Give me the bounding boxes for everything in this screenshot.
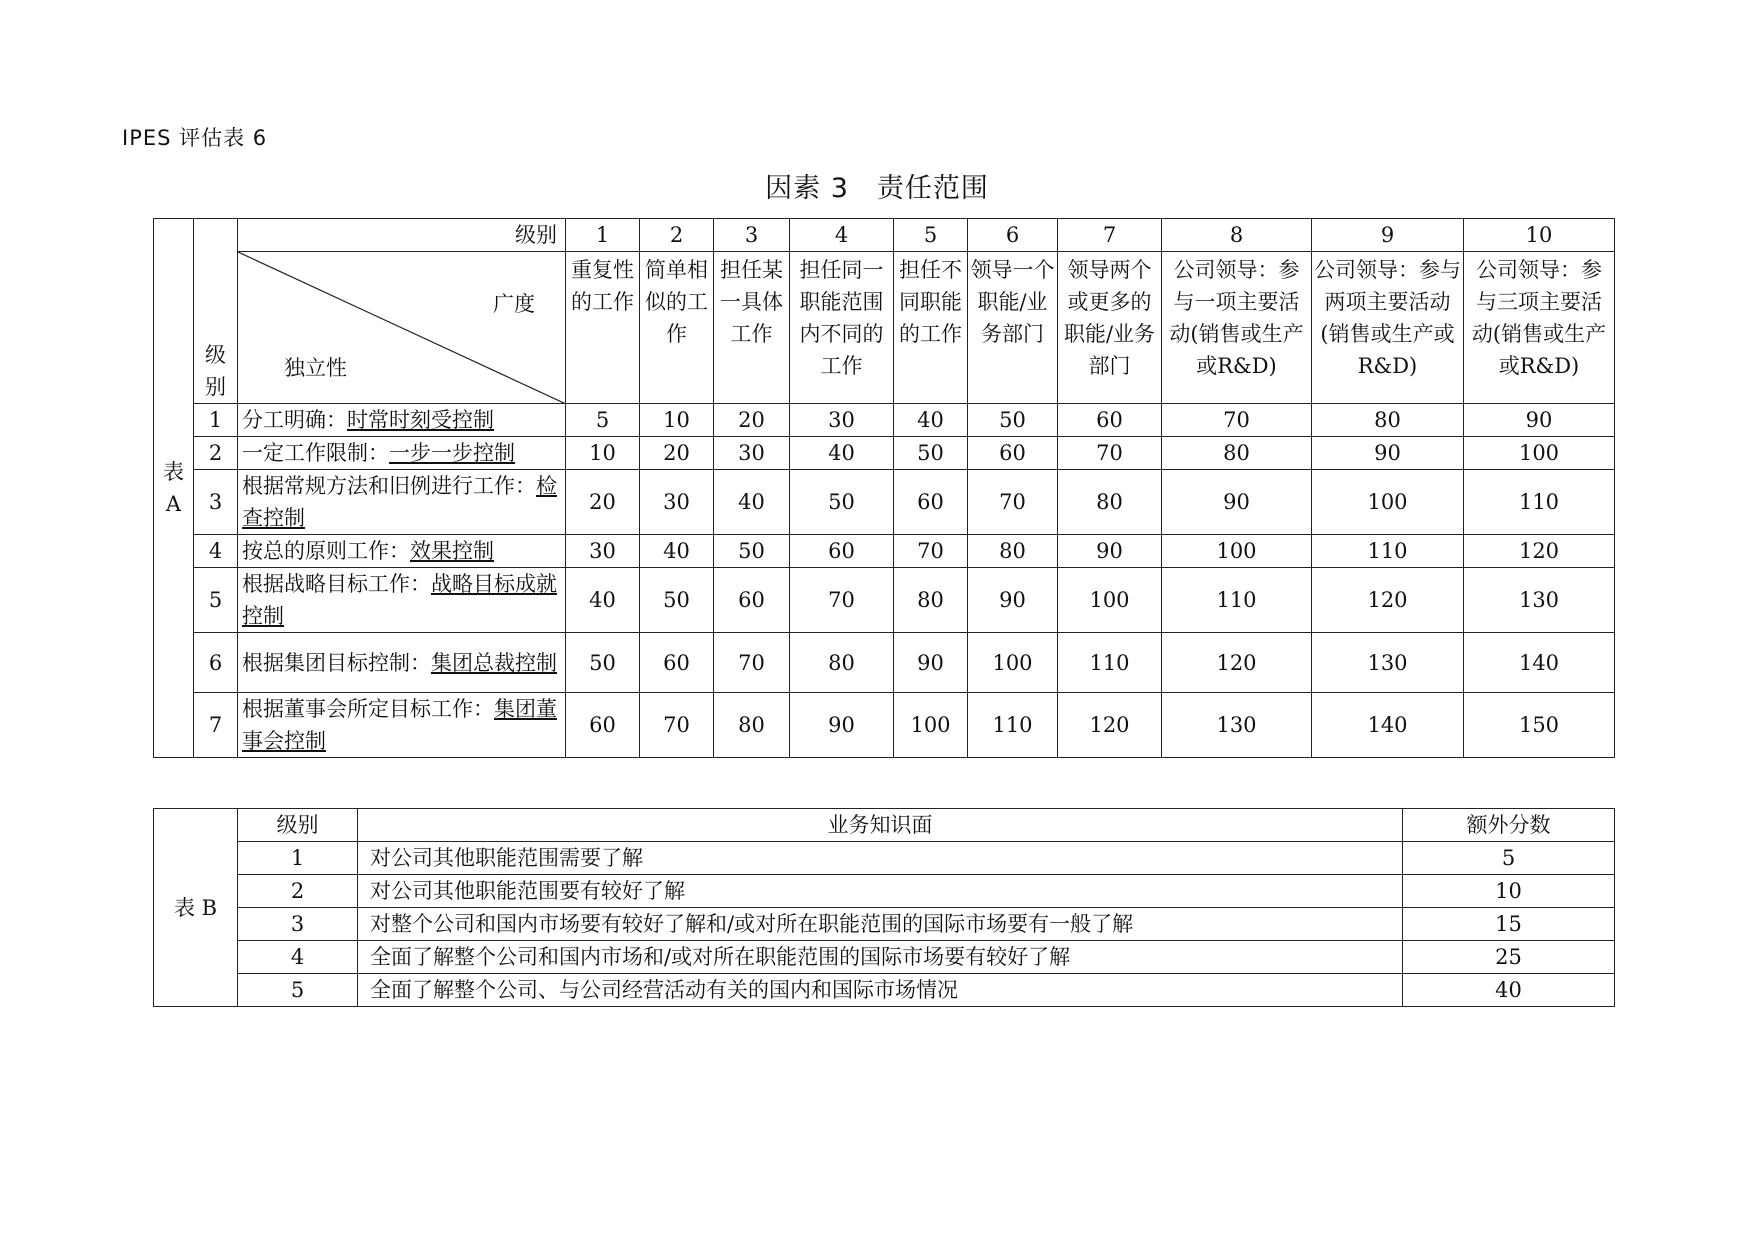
row-level-header-cell [194,219,238,404]
column-level-7: 7 [1058,219,1162,252]
form-label: IPES 评估表 6 [122,126,268,150]
row-desc-control: 时常时刻受控制 [347,408,494,432]
score-cell: 90 [968,568,1058,633]
table-b-level: 2 [238,875,358,908]
table-b-content: 全面了解整个公司、与公司经营活动有关的国内和国际市场情况 [358,974,1403,1007]
score-cell: 60 [566,693,640,758]
table-b-content-header: 业务知识面 [358,809,1403,842]
score-cell: 60 [968,437,1058,470]
table-b-content: 全面了解整个公司和国内市场和/或对所在职能范围的国际市场要有较好了解 [358,941,1403,974]
score-cell: 130 [1312,633,1464,693]
row-desc-text: 根据常规方法和旧例进行工作： [242,474,536,498]
table-b-content: 对公司其他职能范围需要了解 [358,842,1403,875]
table-row [154,842,1615,875]
score-cell: 110 [1312,535,1464,568]
table-a [153,218,1615,758]
table-b-level: 3 [238,908,358,941]
table-b-score: 25 [1403,941,1615,974]
score-cell: 60 [1058,404,1162,437]
score-cell: 60 [714,568,790,633]
row-desc-text: 一定工作限制： [242,441,389,465]
score-cell: 80 [894,568,968,633]
table-row [154,437,1615,470]
row-desc-text: 根据集团目标控制： [242,650,431,675]
score-cell: 30 [790,404,894,437]
score-cell: 120 [1312,568,1464,633]
column-desc-7: 领导两个或更多的职能/业务部门 [1058,252,1162,404]
score-cell: 150 [1464,693,1615,758]
score-cell: 80 [968,535,1058,568]
column-desc-3: 担任某一具体工作 [714,252,790,404]
row-desc-text: 按总的原则工作： [242,539,410,563]
table-b-side-label: 表 B [154,809,238,1007]
score-cell: 40 [566,568,640,633]
table-row [154,470,1615,535]
score-cell: 110 [1464,470,1615,535]
score-cell: 50 [714,535,790,568]
score-cell: 140 [1464,633,1615,693]
table-b-score: 15 [1403,908,1615,941]
table-b-level: 5 [238,974,358,1007]
score-cell: 5 [566,404,640,437]
column-level-9: 9 [1312,219,1464,252]
table-b [153,808,1615,1007]
column-level-10: 10 [1464,219,1615,252]
score-cell: 50 [640,568,714,633]
score-cell: 20 [714,404,790,437]
column-level-1: 1 [566,219,640,252]
score-cell: 100 [1058,568,1162,633]
table-b-score: 5 [1403,842,1615,875]
score-cell: 30 [714,437,790,470]
score-cell: 100 [1312,470,1464,535]
row-desc [238,535,566,568]
row-desc [238,633,566,693]
column-desc-8: 公司领导：参与一项主要活动(销售或生产或R&D) [1162,252,1312,404]
score-cell: 70 [714,633,790,693]
row-desc-text: 根据战略目标工作： [242,572,431,596]
table-row [154,908,1615,941]
table-row [154,633,1615,693]
score-cell: 20 [566,470,640,535]
table-row [154,404,1615,437]
table-row [154,974,1615,1007]
table-b-score: 40 [1403,974,1615,1007]
score-cell: 80 [1162,437,1312,470]
table-b-level: 1 [238,842,358,875]
side-label-char: 表 [163,460,184,484]
score-cell: 120 [1464,535,1615,568]
score-cell: 70 [968,470,1058,535]
column-desc-9: 公司领导：参与两项主要活动(销售或生产或R&D) [1312,252,1464,404]
score-cell: 70 [1058,437,1162,470]
row-desc-text: 根据董事会所定目标工作： [242,697,494,721]
score-cell: 120 [1058,693,1162,758]
table-row [154,693,1615,758]
table-a-header-descs [154,252,1615,404]
score-cell: 40 [790,437,894,470]
column-level-5: 5 [894,219,968,252]
score-cell: 10 [640,404,714,437]
row-level-header-char: 级 [205,343,226,367]
score-cell: 80 [790,633,894,693]
score-cell: 120 [1162,633,1312,693]
row-desc [238,404,566,437]
score-cell: 80 [1058,470,1162,535]
table-b-score: 10 [1403,875,1615,908]
score-cell: 90 [1058,535,1162,568]
column-desc-4: 担任同一职能范围内不同的工作 [790,252,894,404]
score-cell: 40 [714,470,790,535]
score-cell: 70 [894,535,968,568]
row-desc-control: 战略目标成就控制 [242,572,557,628]
score-cell: 30 [640,470,714,535]
score-cell: 90 [894,633,968,693]
column-desc-5: 担任不同职能的工作 [894,252,968,404]
score-cell: 90 [1312,437,1464,470]
table-b-content: 对公司其他职能范围要有较好了解 [358,875,1403,908]
score-cell: 130 [1162,693,1312,758]
score-cell: 100 [894,693,968,758]
score-cell: 100 [1464,437,1615,470]
table-b-level-header: 级别 [238,809,358,842]
score-cell: 50 [894,437,968,470]
table-b-score-header: 额外分数 [1403,809,1615,842]
score-cell: 60 [640,633,714,693]
score-cell: 50 [566,633,640,693]
column-level-2: 2 [640,219,714,252]
score-cell: 70 [790,568,894,633]
score-cell: 90 [1464,404,1615,437]
breadth-independence-header [238,252,566,404]
column-desc-2: 简单相似的工作 [640,252,714,404]
row-desc [238,568,566,633]
score-cell: 20 [640,437,714,470]
column-desc-1: 重复性的工作 [566,252,640,404]
score-cell: 60 [790,535,894,568]
score-cell: 40 [894,404,968,437]
score-cell: 60 [894,470,968,535]
column-desc-10: 公司领导：参与三项主要活动(销售或生产或R&D) [1464,252,1615,404]
row-desc [238,693,566,758]
score-cell: 80 [1312,404,1464,437]
row-level: 4 [194,535,238,568]
row-level: 1 [194,404,238,437]
row-level-header [194,339,237,403]
column-level-6: 6 [968,219,1058,252]
score-cell: 50 [790,470,894,535]
score-cell: 100 [1162,535,1312,568]
score-cell: 140 [1312,693,1464,758]
row-desc-text: 分工明确： [242,408,347,432]
row-desc-control: 集团总裁控制 [431,650,557,675]
column-level-4: 4 [790,219,894,252]
score-cell: 70 [1162,404,1312,437]
table-row [154,535,1615,568]
score-cell: 130 [1464,568,1615,633]
table-row [154,941,1615,974]
table-row [154,568,1615,633]
score-cell: 30 [566,535,640,568]
table-b-level: 4 [238,941,358,974]
row-desc-control: 检查控制 [242,474,557,530]
score-cell: 110 [1162,568,1312,633]
row-desc [238,470,566,535]
score-cell: 100 [968,633,1058,693]
column-level-label: 级别 [238,219,566,252]
score-cell: 10 [566,437,640,470]
column-level-8: 8 [1162,219,1312,252]
row-desc-control: 集团董事会控制 [242,697,557,753]
breadth-label: 广度 [493,292,535,316]
score-cell: 80 [714,693,790,758]
score-cell: 90 [1162,470,1312,535]
side-label-char: A [165,492,182,516]
table-a-side-label [154,219,194,758]
score-cell: 90 [790,693,894,758]
row-desc [238,437,566,470]
page-title: 因素 3 责任范围 [765,173,989,204]
row-level: 6 [194,633,238,693]
row-level: 7 [194,693,238,758]
row-level: 5 [194,568,238,633]
column-level-3: 3 [714,219,790,252]
score-cell: 70 [640,693,714,758]
row-level: 2 [194,437,238,470]
table-b-content: 对整个公司和国内市场要有较好了解和/或对所在职能范围的国际市场要有一般了解 [358,908,1403,941]
score-cell: 40 [640,535,714,568]
row-level-header-char: 别 [205,375,226,399]
table-a-header-levels [154,219,1615,252]
score-cell: 50 [968,404,1058,437]
row-level: 3 [194,470,238,535]
independence-label: 独立性 [284,356,347,380]
row-desc-control: 一步一步控制 [389,441,515,465]
row-desc-control: 效果控制 [410,539,494,563]
column-desc-6: 领导一个职能/业务部门 [968,252,1058,404]
table-row [154,875,1615,908]
score-cell: 110 [1058,633,1162,693]
score-cell: 110 [968,693,1058,758]
table-b-header [154,809,1615,842]
